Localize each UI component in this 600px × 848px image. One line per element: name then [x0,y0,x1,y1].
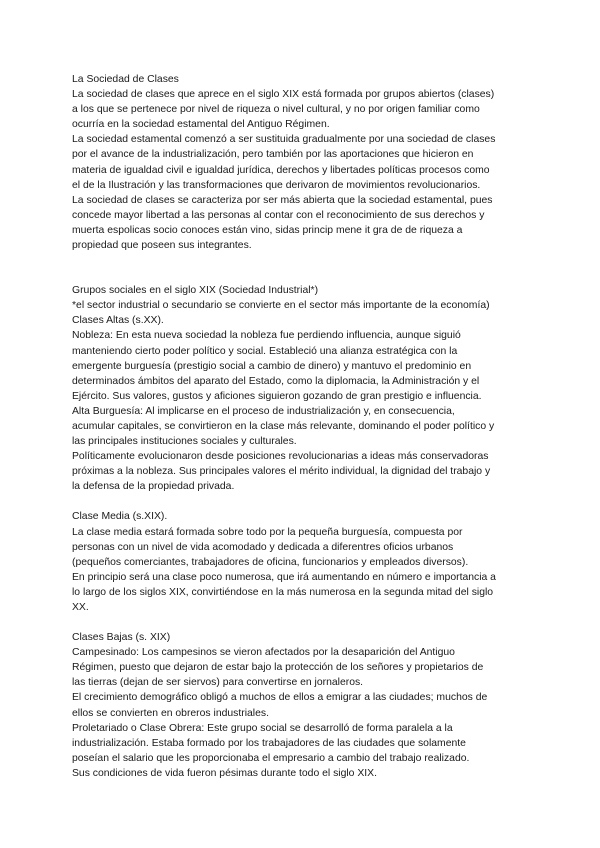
text-line: Alta Burguesía: Al implicarse en el proceso de industrialización y, en consecuencia, [72,405,455,417]
text-line: ellos se convierten en obreros industriales. [72,707,269,719]
text-line: acumular capitales, se convirtieron en la clase más relevante, dominando el poder político y [72,420,495,432]
text-line: ocurría en la sociedad estamental del Antiguo Régimen. [72,119,330,131]
text-line: (pequeños comerciantes, trabajadores de oficina, funcionarios y empleados diversos). [72,556,469,568]
text-line: a los que se pertenece por nivel de riqueza o nivel cultural, y no por origen familiar como [72,104,480,116]
section-title: Grupos sociales en el siglo XIX (Sociedad Industrial*) [72,285,319,297]
text-line: poseían el salario que les proporcionaba el empresario a cambio del trabajo realizado. [72,752,470,764]
subsection-title: Clase Media (s.XIX). [72,511,168,523]
text-line: emergente burguesía (prestigio social a cambio de dinero) y mantuvo el predominio en [72,360,472,372]
section-spacer [72,253,532,283]
text-line: Ejército. Sus valores, gustos y aficiones siguieron gozando de gran prestigio e influencia. [72,390,482,402]
text-line: Nobleza: En esta nueva sociedad la nobleza fue perdiendo influencia, aunque siguió [72,330,461,342]
text-line: Políticamente evolucionaron desde posiciones revolucionarias a ideas más conservadoras [72,451,489,463]
section-spacer [72,615,532,630]
text-line: En principio será una clase poco numerosa, que irá aumentando en número e importancia a [72,571,496,583]
text-line: personas con un nivel de vida acomodado y dedicada a diferentres oficios urbanos [72,541,454,553]
text-line: La sociedad de clases se caracteriza por ser más abierta que la sociedad estamental, pues [72,194,493,206]
document-page [72,72,532,781]
text-line: manteniendo cierto poder político y social. Estableció una alianza estratégica con la [72,345,458,357]
section-title: La Sociedad de Clases [72,74,179,85]
text-line: Campesinado: Los campesinos se vieron afectados por la desaparición del Antiguo [72,647,455,659]
text-line: por el avance de la industrialización, pero también por las aportaciones que hicieron en [72,149,474,161]
text-line: próximas a la nobleza. Sus principales valores el mérito individual, la dignidad del trabajo y [72,466,491,478]
text-line: El crecimiento demográfico obligó a muchos de ellos a emigrar a las ciudades; muchos de [72,692,488,704]
text-line: muerta espolicas socio conoces están vino, sidas princip mene it gra de de riqueza a [72,224,463,236]
text-line: *el sector industrial o secundario se convierte en el sector más importante de la economía) [72,300,490,312]
section-spacer [72,494,532,509]
text-line: propiedad que poseen sus integrantes. [72,240,252,252]
text-line: lo largo de los siglos XIX, convirtiéndose en la más numerosa en la segunda mitad del siglo [72,586,494,598]
text-line: materia de igualdad civil e igualdad jurídica, derechos y libertades políticas procesos como [72,164,490,176]
text-line: La sociedad estamental comenzó a ser sustituida gradualmente por una sociedad de clases [72,134,496,146]
text-line: concede mayor libertad a las personas al contar con el reconocimiento de sus derechos y [72,209,485,221]
text-line: Proletariado o Clase Obrera: Este grupo social se desarrolló de forma paralela a la [72,722,453,734]
text-line: el de la Ilustración y las transformaciones que derivaron de movimientos revolucionarios. [72,179,481,191]
text-line: determinados ámbitos del aparato del Estado, como la diplomacia, la Administración y el [72,375,480,387]
text-line: Sus condiciones de vida fueron pésimas durante todo el siglo XIX. [72,767,377,779]
text-line: las principales instituciones sociales y culturales. [72,436,297,448]
text-line: Régimen, puesto que dejaron de estar bajo la protección de los señores y propietarios de [72,662,484,674]
text-line: la defensa de la propiedad privada. [72,481,235,493]
subsection-title: Clases Altas (s.XX). [72,315,164,327]
subsection-title: Clases Bajas (s. XIX) [72,632,171,644]
text-line: La clase media estará formada sobre todo por la pequeña burguesía, compuesta por [72,526,463,538]
text-line: las tierras (dejan de ser siervos) para convertirse en jornaleros. [72,677,364,689]
text-line: XX. [72,602,89,613]
text-line: industrialización. Estaba formado por los trabajadores de las ciudades que solamente [72,737,466,749]
text-line: La sociedad de clases que aprece en el siglo XIX está formada por grupos abiertos (clases) [72,89,495,101]
